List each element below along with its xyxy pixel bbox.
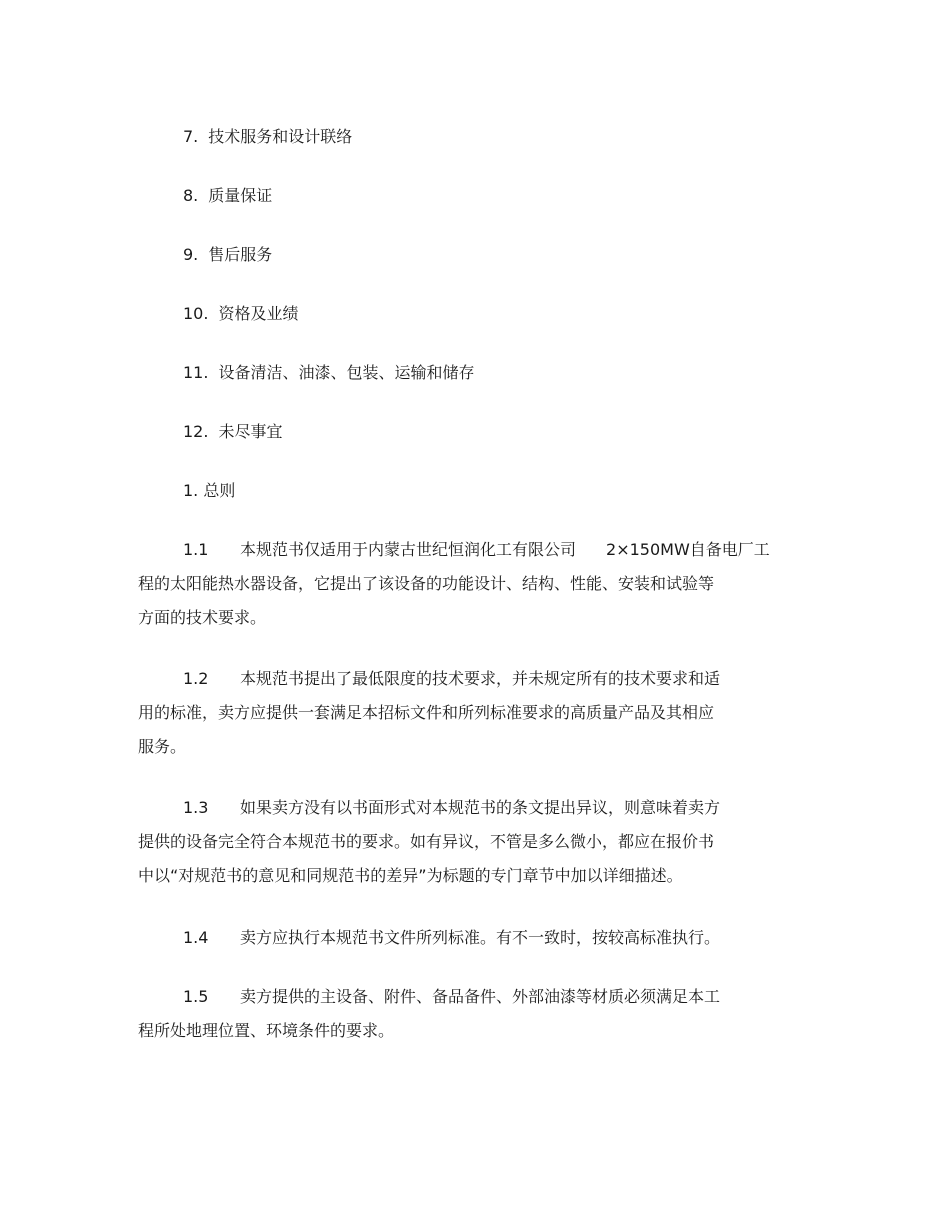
paragraph-text: 本规范书提出了最低限度的技术要求，并未规定所有的技术要求和适 bbox=[240, 669, 721, 688]
paragraph-line bbox=[138, 533, 818, 567]
paragraph-number: 1.2 bbox=[183, 669, 209, 688]
paragraph-1-4 bbox=[138, 921, 818, 955]
paragraph-number: 1.4 bbox=[183, 928, 209, 947]
toc-item bbox=[183, 186, 272, 206]
toc-item bbox=[183, 304, 298, 324]
toc-item-text: 售后服务 bbox=[208, 245, 273, 264]
toc-item-number: 10. bbox=[183, 304, 209, 323]
paragraph-line: 方面的技术要求。 bbox=[138, 608, 267, 627]
toc-item-text: 资格及业绩 bbox=[218, 304, 299, 323]
paragraph-line bbox=[138, 662, 818, 696]
paragraph-line: 服务。 bbox=[138, 737, 187, 756]
paragraph-number: 1.5 bbox=[183, 987, 209, 1006]
paragraph-text: 2×150MW自备电厂工 bbox=[606, 540, 770, 559]
paragraph-1-5 bbox=[138, 980, 818, 1048]
paragraph-line: 提供的设备完全符合本规范书的要求。如有异议，不管是多么微小，都应在报价书 bbox=[138, 832, 715, 851]
paragraph-number: 1.1 bbox=[183, 540, 209, 559]
paragraph-line bbox=[138, 791, 818, 825]
toc-item-text: 技术服务和设计联络 bbox=[208, 127, 353, 146]
paragraph-line: 中以“对规范书的意见和同规范书的差异”为标题的专门章节中加以详细描述。 bbox=[138, 866, 683, 885]
paragraph-line: 程所处地理位置、环境条件的要求。 bbox=[138, 1021, 395, 1040]
toc-item bbox=[183, 127, 352, 147]
paragraph-text: 如果卖方没有以书面形式对本规范书的条文提出异议，则意味着卖方 bbox=[240, 798, 721, 817]
toc-item-text: 设备清洁、油漆、包装、运输和储存 bbox=[218, 363, 475, 382]
toc-item bbox=[183, 245, 272, 265]
paragraph-text: 卖方提供的主设备、附件、备品备件、外部油漆等材质必须满足本工 bbox=[240, 987, 721, 1006]
toc-item-number: 12. bbox=[183, 422, 209, 441]
toc-item-number: 8. bbox=[183, 186, 199, 205]
paragraph-text: 本规范书仅适用于内蒙古世纪恒润化工有限公司 bbox=[240, 540, 577, 559]
paragraph-line: 程的太阳能热水器设备，它提出了该设备的功能设计、结构、性能、安装和试验等 bbox=[138, 574, 715, 593]
paragraph-1-2 bbox=[138, 662, 818, 764]
toc-item-number: 7. bbox=[183, 127, 199, 146]
toc-item-number: 9. bbox=[183, 245, 199, 264]
paragraph-number: 1.3 bbox=[183, 798, 209, 817]
toc-item bbox=[183, 363, 474, 383]
paragraph-line: 用的标准，卖方应提供一套满足本招标文件和所列标准要求的高质量产品及其相应 bbox=[138, 703, 715, 722]
toc-item-text: 质量保证 bbox=[208, 186, 273, 205]
paragraph-line bbox=[138, 921, 818, 955]
section-heading: 1. 总则 bbox=[183, 481, 236, 500]
toc-item-number: 11. bbox=[183, 363, 209, 382]
paragraph-1-1 bbox=[138, 533, 818, 635]
paragraph-line bbox=[138, 980, 818, 1014]
toc-item bbox=[183, 422, 282, 442]
paragraph-text: 卖方应执行本规范书文件所列标准。有不一致时，按较高标准执行。 bbox=[240, 928, 721, 947]
toc-item-text: 未尽事宜 bbox=[218, 422, 283, 441]
paragraph-1-3 bbox=[138, 791, 818, 893]
